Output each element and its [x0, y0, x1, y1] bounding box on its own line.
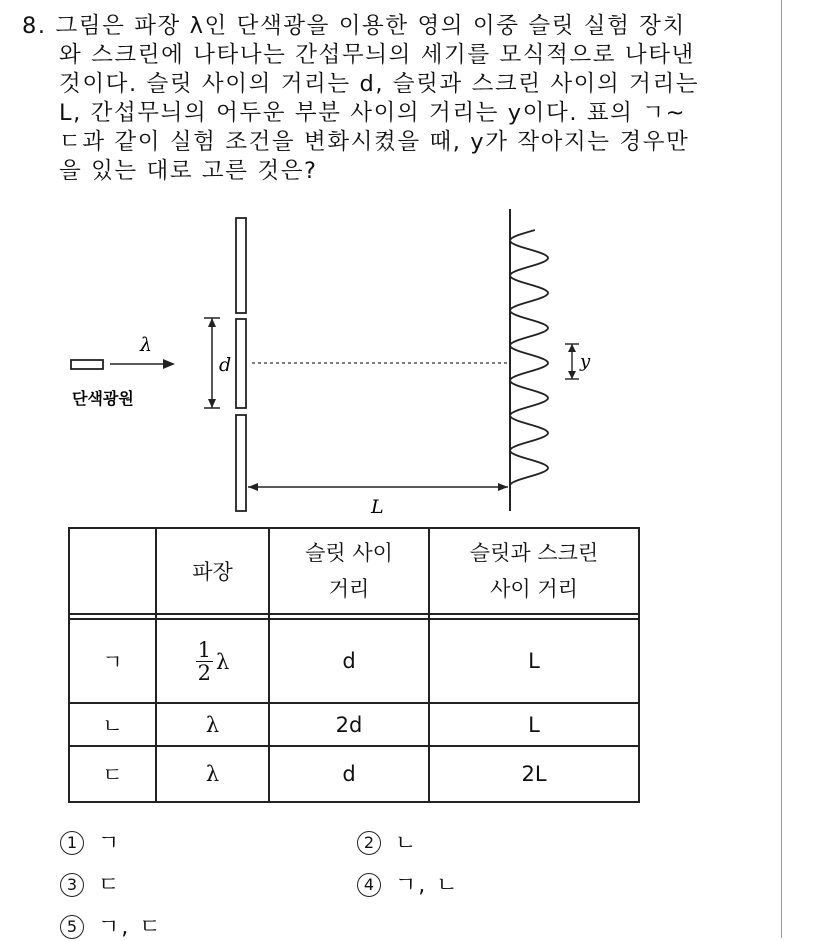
question-line-2: 와 스크린에 나타나는 간섭무늬의 세기를 모식적으로 나타낸	[59, 42, 695, 68]
barrier-top	[236, 218, 246, 313]
barrier-middle	[236, 319, 246, 408]
slit-distance-label: d	[219, 354, 232, 376]
double-slit-diagram	[0, 205, 640, 523]
header-wavelength: 파장	[156, 528, 269, 614]
row-label: ㄷ	[69, 746, 156, 802]
question-line-4: L, 간섭무늬의 어두운 부분 사이의 거리는 y이다. 표의 ㄱ~	[59, 100, 687, 126]
page-right-border	[781, 0, 782, 938]
condition-table	[68, 527, 640, 803]
table-row	[69, 703, 639, 746]
light-source-box	[71, 360, 103, 369]
question-line-3: 것이다. 슬릿 사이의 거리는 d, 슬릿과 스크린 사이의 거리는	[59, 71, 700, 97]
row-wavelength: λ	[156, 703, 269, 746]
screen-distance-label: L	[371, 496, 384, 518]
row-slit-gap: d	[269, 619, 429, 703]
row-label: ㄱ	[69, 619, 156, 703]
fringe-spacing-label: y	[580, 351, 591, 372]
light-source-label: 단색광원	[72, 389, 134, 408]
table-row	[69, 619, 639, 703]
question-line-6: 을 있는 대로 고른 것은?	[59, 158, 318, 184]
answer-option-5[interactable]: 5 ㄱ, ㄷ	[60, 910, 163, 941]
row-wavelength	[156, 619, 269, 703]
header-screen-distance: 슬릿과 스크린 사이 거리	[429, 528, 639, 614]
question-line-1: 8. 그림은 파장 λ인 단색광을 이용한 영의 이중 슬릿 실험 장치	[22, 13, 686, 39]
question-number: 8.	[22, 13, 47, 39]
question-line-5: ㄷ과 같이 실험 조건을 변화시켰을 때, y가 작아지는 경우만	[59, 129, 690, 155]
table-row	[69, 746, 639, 802]
answer-option-4[interactable]: 4 ㄱ, ㄴ	[357, 868, 460, 899]
row-slit-gap: 2d	[269, 703, 429, 746]
interference-intensity-wave	[510, 230, 548, 485]
wavelength-label: λ	[140, 334, 153, 356]
header-blank	[69, 528, 156, 614]
row-screen-distance: 2L	[429, 746, 639, 802]
half-wavelength-fraction: 1 2 λ	[197, 638, 230, 685]
row-screen-distance: L	[429, 619, 639, 703]
light-arrow-head	[163, 359, 175, 369]
answer-option-3[interactable]: 3 ㄷ	[60, 868, 121, 899]
row-slit-gap: d	[269, 746, 429, 802]
row-screen-distance: L	[429, 703, 639, 746]
answer-option-2[interactable]: 2 ㄴ	[357, 826, 418, 857]
header-slit-gap: 슬릿 사이 거리	[269, 528, 429, 614]
answer-option-1[interactable]: 1 ㄱ	[60, 826, 121, 857]
barrier-bottom	[236, 415, 246, 511]
table-header-row	[69, 528, 639, 614]
question-text	[22, 12, 767, 186]
row-label: ㄴ	[69, 703, 156, 746]
row-wavelength: λ	[156, 746, 269, 802]
